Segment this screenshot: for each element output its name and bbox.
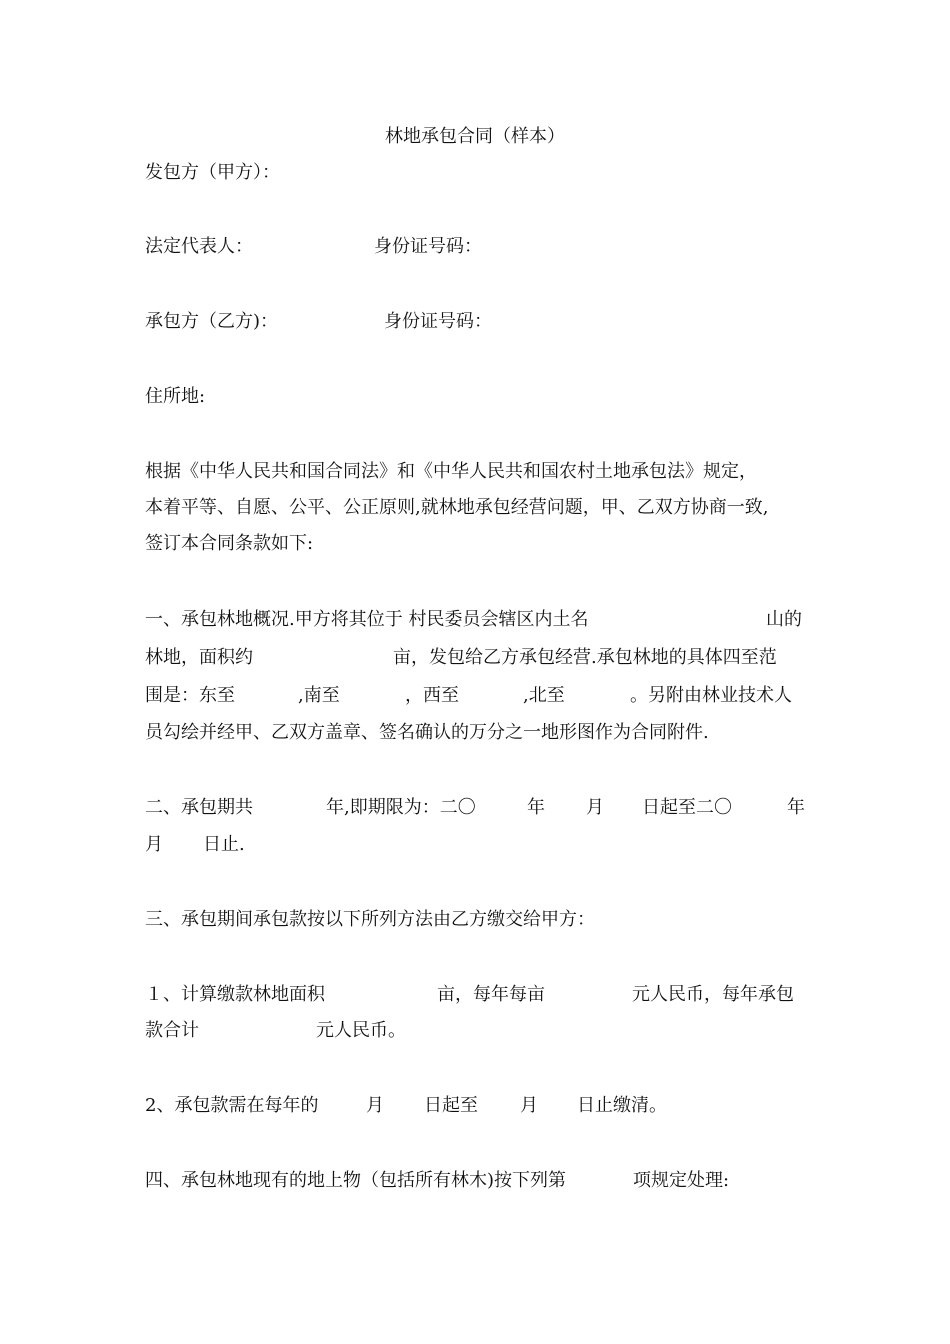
item1-a: １、计算缴款林地面积 [145,984,325,1005]
clause1-line-3d: ,北至 [523,685,565,706]
clause1-line-1a: 一、承包林地概况.甲方将其位于 村民委员会辖区内土名 [145,609,589,630]
document-title: 林地承包合同（样本） [385,126,565,147]
item1-b: 亩，每年每亩 [437,984,545,1005]
preamble-line-1: 根据《中华人民共和国合同法》和《中华人民共和国农村土地承包法》规定， [145,461,757,482]
clause1-line-1b: 山的 [766,609,802,630]
clause1-line-3c: ，西至 [405,685,459,706]
clause1-line-2b: 亩，发包给乙方承包经营.承包林地的具体四至范 [393,647,777,668]
party-b-label: 承包方（乙方)： [145,311,279,332]
clause4-b: 项规定处理: [633,1170,730,1191]
party-b-id-label: 身份证号码： [384,311,492,332]
clause2-g: 月 [145,834,163,855]
item1-e: 元人民币。 [316,1020,406,1041]
clause2-d: 月 [586,797,604,818]
clause2-e: 日起至二〇 [642,797,732,818]
item1-c: 元人民币，每年承包 [632,984,794,1005]
clause2-c: 年 [527,797,545,818]
clause3-text: 三、承包期间承包款按以下所列方法由乙方缴交给甲方： [145,909,595,930]
legal-rep-label: 法定代表人： [145,236,253,257]
clause1-line-3a: 围是：东至 [145,685,235,706]
item2-e: 日止缴清。 [577,1095,667,1116]
preamble-line-2: 本着平等、自愿、公平、公正原则,就林地承包经营问题，甲、乙双方协商一致, [145,497,769,518]
item2-b: 月 [366,1095,384,1116]
clause4-a: 四、承包林地现有的地上物（包括所有林木)按下列第 [145,1170,567,1191]
clause1-line-3e: 。另附由林业技术人 [630,685,792,706]
item1-d: 款合计 [145,1020,199,1041]
legal-rep-id-label: 身份证号码： [374,236,482,257]
clause1-line-4: 员勾绘并经甲、乙双方盖章、签名确认的万分之一地形图作为合同附件. [145,722,709,743]
clause2-b: 年,即期限为：二〇 [326,797,476,818]
item2-d: 月 [520,1095,538,1116]
party-a-label: 发包方（甲方）： [145,162,280,183]
clause2-h: 日止. [203,834,245,855]
address-label: 住所地: [145,386,206,407]
item2-a: 2、承包款需在每年的 [145,1095,319,1116]
clause1-line-2a: 林地，面积约 [145,647,253,668]
preamble-line-3: 签订本合同条款如下: [145,533,314,554]
item2-c: 日起至 [424,1095,478,1116]
clause2-a: 二、承包期共 [145,797,253,818]
clause1-line-3b: ,南至 [298,685,340,706]
clause2-f: 年 [787,797,805,818]
